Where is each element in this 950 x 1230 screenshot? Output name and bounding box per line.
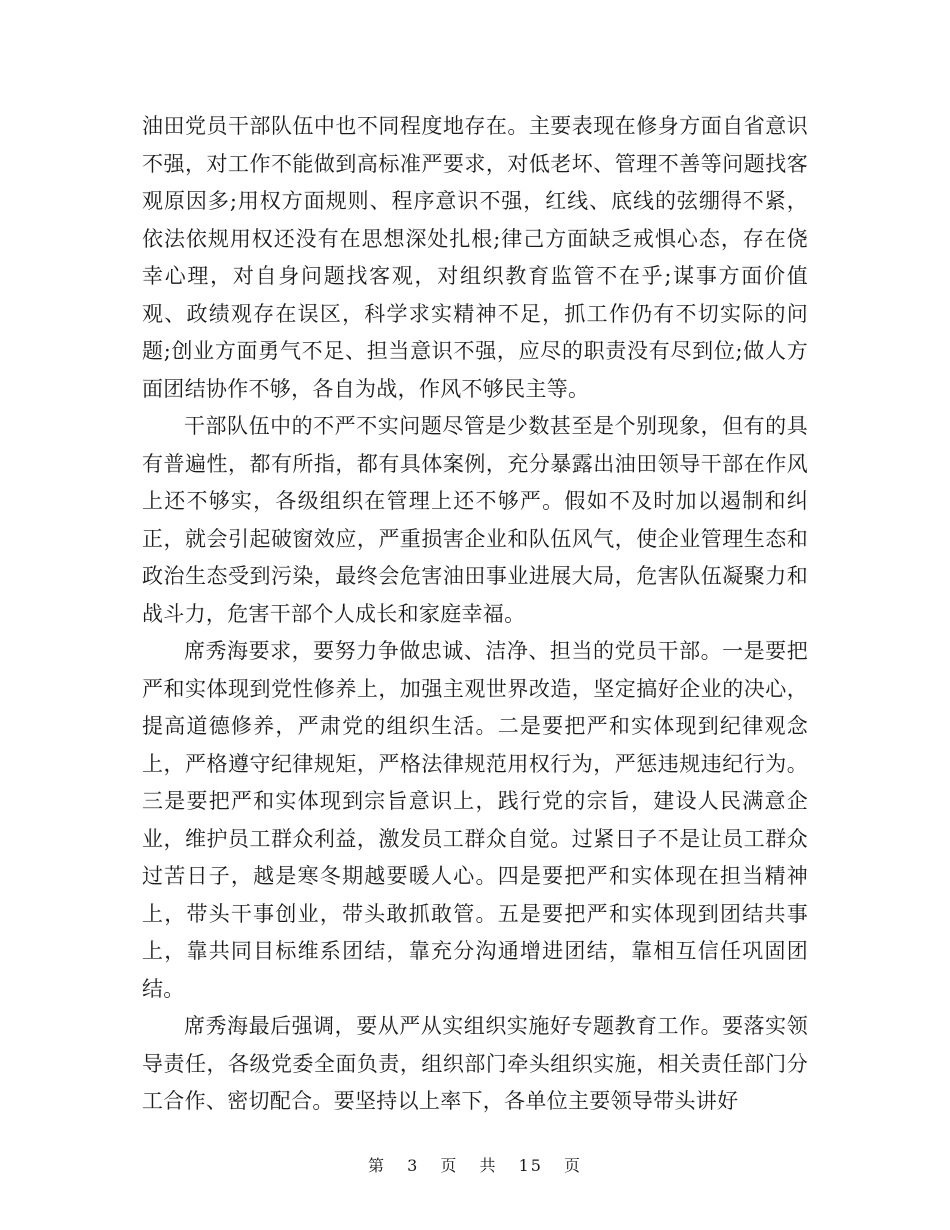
footer-label-total-unit: 页 [564,1156,583,1175]
footer-label-page-unit: 页 [440,1156,459,1175]
paragraph-1: 油田党员干部队伍中也不同程度地存在。主要表现在修身方面自省意识不强，对工作不能做到高标准严要求，对低老坏、管理不善等问题找客观原因多;用权方面规则、程序意识不强，红线、底线的弦绷得不紧，依法依规用权还没有在思想深处扎根;律己方面缺乏戒惧心态，存在侥幸心理，对自身问题找客观，对组织教育监管不在乎;谋事方面价值观、政绩观存在误区，科学求实精神不足，抓工作仍有不切实际的问题;创业方面勇气不足、担当意识不强，应尽的职责没有尽到位;做人方面团结协作不够，各自为战，作风不够民主等。 [142,114,808,401]
paragraph-2: 干部队伍中的不严不实问题尽管是少数甚至是个别现象，但有的具有普遍性，都有所指，都有具体案例，充分暴露出油田领导干部在作风上还不够实，各级组织在管理上还不够严。假如不及时加以遏制和纠正，就会引起破窗效应，严重损害企业和队伍风气，使企业管理生态和政治生态受到污染，最终会危害油田事业进展大局，危害队伍凝聚力和战斗力，危害干部个人成长和家庭幸福。 [142,414,808,626]
footer-label-total: 共 [479,1156,498,1175]
paragraph-3: 席秀海要求，要努力争做忠诚、洁净、担当的党员干部。一是要把严和实体现到党性修养上，加强主观世界改造，坚定搞好企业的决心，提高道德修养，严肃党的组织生活。二是要把严和实体现到纪律观念上，严格遵守纪律规矩，严格法律规范用权行为，严惩违规违纪行为。三是要把严和实体现到宗旨意识上，践行党的宗旨，建设人民满意企业，维护员工群众利益，激发员工群众自觉。过紧日子不是让员工群众过苦日子，越是寒冬期越要暖人心。四是要把严和实体现在担当精神上，带头干事创业，带头敢抓敢管。五是要把严和实体现到团结共事上，靠共同目标维系团结，靠充分沟通增进团结，靠相互信任巩固团结。 [142,639,808,1001]
paragraph-4: 席秀海最后强调，要从严从实组织实施好专题教育工作。要落实领导责任，各级党委全面负责，组织部门牵头组织实施，相关责任部门分工合作、密切配合。要坚持以上率下，各单位主要领导带头讲好 [142,1014,808,1113]
document-body [142,108,808,1121]
page-footer [0,1153,950,1176]
footer-label-page: 第 [367,1156,386,1175]
footer-total-pages: 15 [518,1156,543,1175]
footer-current-page: 3 [407,1156,420,1175]
